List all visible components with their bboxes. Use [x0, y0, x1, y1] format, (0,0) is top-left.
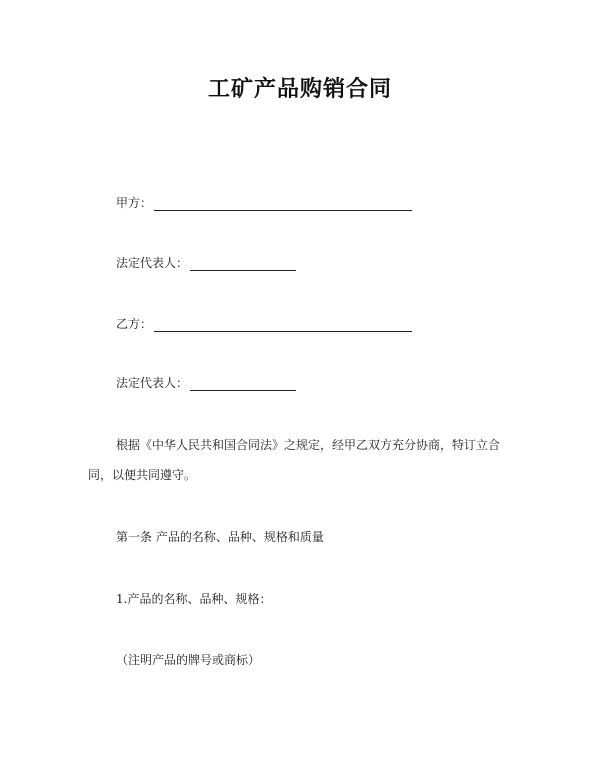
party-b-row: [116, 315, 412, 332]
party-b-rep-label: 法定代表人：: [116, 376, 189, 390]
preamble-paragraph: 根据《中华人民共和国合同法》之规定，经甲乙双方充分协商，特订立合同，以便共同遵守。: [88, 438, 501, 482]
item-1-text: 1.产品的名称、品种、规格：: [116, 592, 272, 606]
party-a-rep-blank[interactable]: [190, 258, 296, 271]
brand-note: （注明产品的牌号或商标）: [116, 653, 261, 667]
party-a-blank[interactable]: [154, 198, 412, 211]
article-1-heading: 第一条 产品的名称、品种、规格和质量: [116, 530, 324, 544]
document-title: 工矿产品购销合同: [207, 77, 392, 102]
party-b-rep-row: [116, 374, 296, 391]
party-a-rep-row: [116, 254, 296, 271]
party-a-row: [116, 194, 412, 211]
party-a-rep-label: 法定代表人：: [116, 256, 189, 270]
party-b-blank[interactable]: [154, 319, 412, 332]
party-b-label: 乙方：: [116, 317, 153, 331]
party-a-label: 甲方：: [116, 196, 153, 210]
party-b-rep-blank[interactable]: [190, 378, 296, 391]
